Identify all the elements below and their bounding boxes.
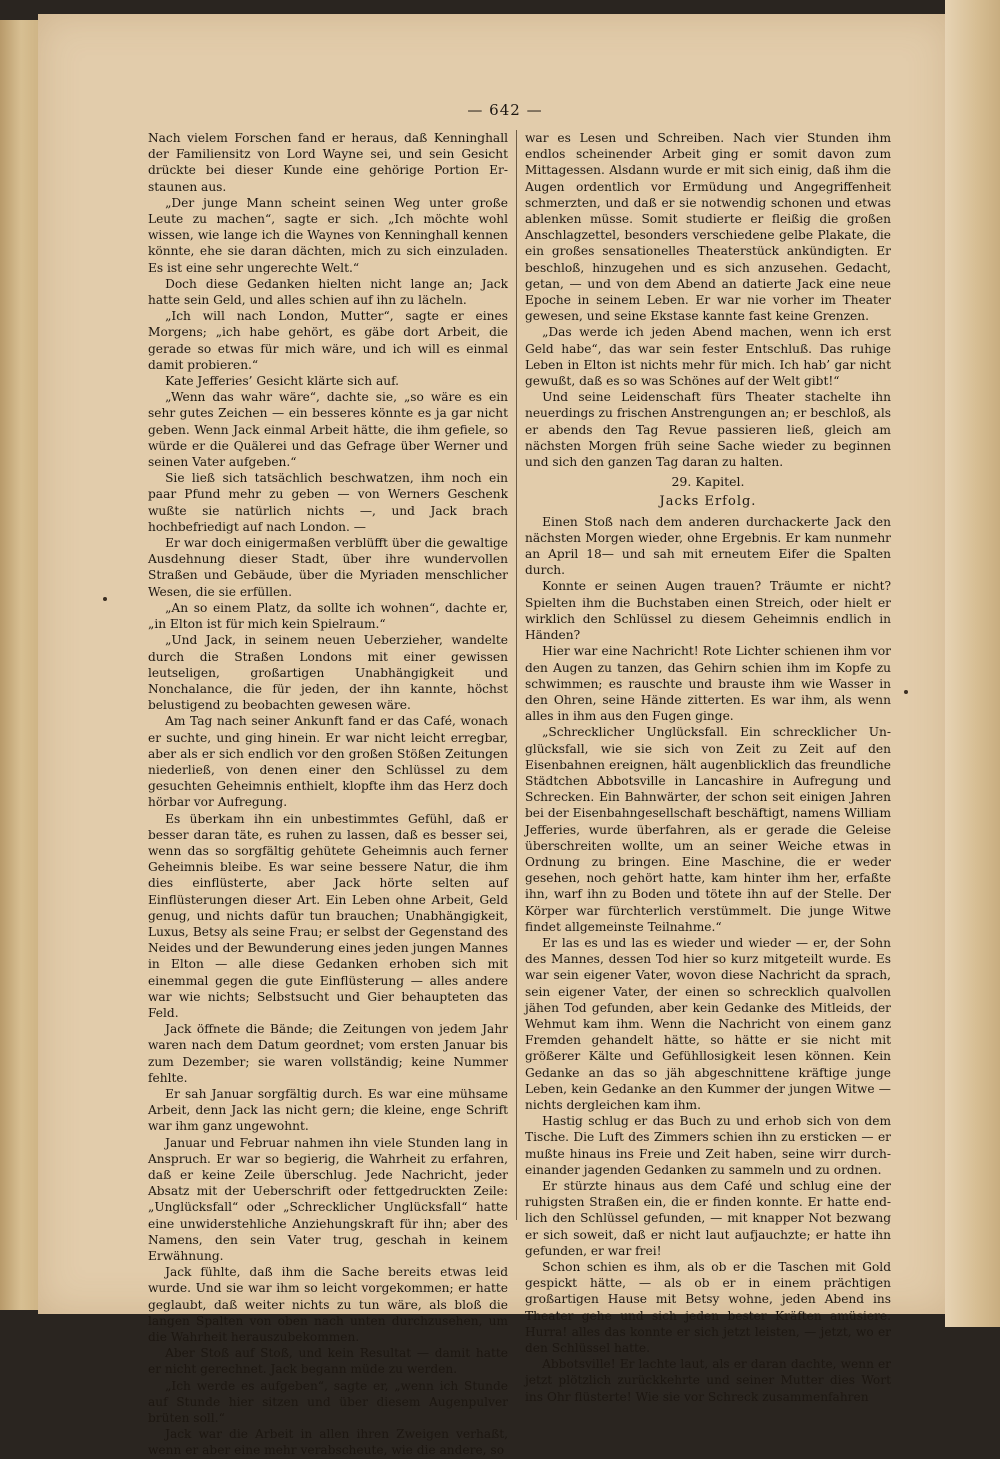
paragraph: Jack fühlte, daß ihm die Sache bereits etwas leid wurde. Und sie war ihm so leicht vorgekommen; er hatte geglaubt, daß weiter nichts zu tun wäre, als bloß die langen Spalten von oben nach unten durchzusehen, um die Wahrheit herauszubekommen. bbox=[148, 1265, 508, 1345]
print-speck bbox=[904, 690, 908, 694]
paragraph: Er war doch einigermaßen verblüfft über die gewaltige Ausdehnung dieser Stadt, über ihre wundervollen Straßen und Gebäude, über die Myriaden menschlicher Wesen, die sie erfüllen. bbox=[148, 536, 508, 599]
paragraph: Kate Jefferies’ Gesicht klärte sich auf. bbox=[165, 374, 400, 389]
paragraph: Hier war eine Nachricht! Rote Lichter schienen ihm vor den Augen zu tanzen, das Gehirn schien ihm im Kopfe zu schwimmen; es rauschte und brauste ihm wie Wasser in den Ohren, seine Hände zitterten. Es war ihm, als wenn alles in ihm aus den Fugen ginge. bbox=[525, 644, 891, 724]
paragraph: Aber Stoß auf Stoß, und kein Resultat — damit hatte er nicht gerechnet. Jack begann müde zu werden. bbox=[148, 1346, 508, 1377]
paragraph: war es Lesen und Schreiben. Nach vier Stunden ihm endlos scheinender Arbeit ging er somit davon zum Mittagessen. Alsdann wurde er mit sich einig, daß ihm die Augen ordentlich vor Ermüdung und Angegriffenheit schmerzten, und daß er sie notwendig schonen und etwas ablenken müsse. Somit studierte er fleißig die großen Anschlagzettel, besonders verschiedene gelbe Plakate, die ein großes sensationelles Theaterstück ankündigten. Er beschloß, hinzugehen und es sich anzusehen. Gedacht, getan, — und von dem Abend an datierte Jack eine neue Epoche in seinem Leben. Er war nie vorher im Theater gewesen, und seine Ekstase kannte fast keine Grenzen. bbox=[525, 131, 891, 324]
paragraph: „Ich werde es aufgeben“, sagte er, „wenn ich Stunde auf Stunde hier sitzen und über diesem Augenpulver brüten soll.“ bbox=[148, 1378, 508, 1426]
paragraph: „Der junge Mann scheint seinen Weg unter große Leute zu machen“, sagte er sich. „Ich möchte wohl wissen, wie lange ich die Waynes von Kenninghall kennen könnte, ehe sie daran dächten, mich zu sich einzuladen. Es ist eine sehr ungerechte Welt.“ bbox=[148, 195, 508, 275]
paragraph: Und seine Leidenschaft fürs Theater stachelte ihn neuerdings zu frischen Anstrengungen an; er beschloß, als er abends den Tag Revue passieren ließ, gleich am nächsten Morgen früh seine Sache wieder zu beginnen und sich den ganzen Tag daran zu halten. bbox=[525, 390, 891, 470]
paragraph: Es überkam ihn ein unbestimmtes Gefühl, daß er besser daran täte, es ruhen zu lassen, daß es besser sei, wenn das so sorgfältig gehütete Geheimnis auch ferner Geheimnis bleibe. Es war seine bessere Natur, die ihm dies einflüsterte, aber Jack hörte selten auf Einflüsterungen dieser Art. Ein Leben ohne Arbeit, Geld genug, und nichts dafür tun brauchen; Unabhängigkeit, Luxus, Betsy als seine Frau; er selbst der Gegenstand des Neides und der Bewunderung eines jeden jungen Mannes in Elton — alle diese Gedanken erhoben sich mit einemmal gegen die gute Einflüsterung — alles andere war wie nichts; Selbstsucht und Gier behaupteten das Feld. bbox=[148, 811, 508, 1020]
paragraph: Er stürzte hinaus aus dem Café und schlug eine der ruhigsten Straßen ein, die er finden konnte. Er hatte endlich den Schlüssel gefunden, — mit knapper Not bezwang er sich soweit, daß er nicht laut aufjauchzte; er hatte ihn gefunden, er war frei! bbox=[525, 1179, 891, 1258]
left-column bbox=[148, 130, 508, 1459]
paragraph: Schon schien es ihm, als ob er die Taschen mit Gold gespickt hätte, — als ob er in einem prächtigen großartigen Hause mit Betsy wohne, jeden Abend ins Theater gehe und sich jeden bester Kräften amüsiere. Hurra! alles das konnte er sich jetzt leisten, — jetzt, wo er den Schlüssel hatte. bbox=[525, 1260, 891, 1356]
paragraph: „An so einem Platz, da sollte ich wohnen“, dachte er, „in Elton ist für mich kein Spielraum.“ bbox=[148, 600, 508, 632]
paragraph: Am Tag nach seiner Ankunft fand er das Café, wonach er suchte, und ging hinein. Er war nicht leicht erregbar, aber als er sich endlich vor den großen Stößen Zeitungen niederließ, von denen einer den Schlüssel zu dem gesuchten Geheimnis enthielt, klopfte ihm das Herz doch hörbar vor Aufregung. bbox=[148, 714, 508, 810]
paragraph: Er las es und las es wieder und wieder — er, der Sohn des Mannes, dessen Tod hier so kurz mitgeteilt wurde. Es war sein eigener Vater, wovon diese Nachricht da sprach, sein eigener Vater, der einen so schrecklich qualvollen jähen Tod gefunden, aber kein Gedanke des Mitleids, der Wehmut kam ihm. Wenn die Nachricht von einem ganz Fremden gehandelt hätte, so hätte er sie nicht mit größerer Kälte und Gefühllosigkeit lesen können. Kein Gedanke an das so jäh abgeschnittene kräftige junge Leben, kein Gedanke an den Kummer der jungen Witwe — nichts dergleichen kam ihm. bbox=[525, 935, 891, 1112]
page-number: — 642 — bbox=[467, 101, 543, 119]
paragraph: Nach vielem Forschen fand er heraus, daß Kenninghall der Familiensitz von Lord Wayne sei, und sein Gesicht drückte bei dieser Kunde eine gehörige Portion Erstaunen aus. bbox=[148, 131, 508, 194]
paragraph: Abbotsville! Er lachte laut, als er daran dachte, wenn er jetzt plötzlich zurückkehrte und seiner Mutter dies Wort ins Ohr flüsterte! Wie sie vor Schreck zusammenfahren bbox=[525, 1357, 891, 1404]
paragraph: Doch diese Gedanken hielten nicht lange an; Jack hatte sein Geld, und alles schien auf ihn zu lächeln. bbox=[148, 276, 508, 308]
paragraph: „Und Jack, in seinem neuen Ueberzieher, wandelte durch die Straßen Londons mit einer gewissen leutseligen, großartigen Unabhängigkeit und Nonchalance, die für jeden, der ihn kannte, höchst belustigend zu beobachten gewesen wäre. bbox=[148, 633, 508, 713]
paragraph: Jack war die Arbeit in allen ihren Zweigen verhaßt, wenn er aber eine mehr verabscheute, wie die andere, so bbox=[148, 1427, 508, 1458]
paragraph: Konnte er seinen Augen trauen? Träumte er nicht? Spielten ihm die Buchstaben einen Streich, oder hielt er wirklich den Schlüssel zu diesem Geheimnis endlich in Händen? bbox=[525, 579, 891, 643]
paragraph: „Schrecklicher Unglücksfall. Ein schrecklicher Unglücksfall, wie sie sich von Zeit zu Zeit auf den Eisenbahnen ereignen, hält augenblicklich das freundliche Städtchen Abbotsville in Lancashire in Aufregung und Schrecken. Ein Bahnwärter, der schon seit einigen Jahren bei der Eisenbahngesellschaft beschäftigt, namens William Jefferies, wurde überfahren, als er gerade die Geleise überschreiten wollte, um an seiner Weiche etwas in Ordnung zu bringen. Eine Maschine, die er weder gesehen, noch gehört hatte, kam hinter ihm her, erfaßte ihn, warf ihn zu Boden und tötete ihn auf der Stelle. Der Körper war fürchterlich verstümmelt. Die junge Witwe findet allgemeinste Teilnahme.“ bbox=[525, 725, 891, 934]
chapter-number: 29. Kapitel. bbox=[671, 474, 745, 490]
print-speck bbox=[103, 597, 107, 601]
column-divider bbox=[516, 130, 517, 1220]
paragraph: „Das werde ich jeden Abend machen, wenn ich erst Geld habe“, das war sein fester Entschluß. Das ruhige Leben in Elton ist nichts mehr für mich. Ich hab’ gar nicht gewußt, daß es so was Schönes auf der Welt gibt!“ bbox=[525, 325, 891, 389]
right-column bbox=[525, 130, 891, 1405]
facing-page-edge bbox=[945, 0, 1000, 1327]
paragraph: Hastig schlug er das Buch zu und erhob sich von dem Tische. Die Luft des Zimmers schien ihn zu ersticken — er mußte hinaus ins Freie und Zeit haben, seine wirr durcheinander jagenden Gedanken zu sammeln und zu ordnen. bbox=[525, 1114, 891, 1177]
paragraph: Sie ließ sich tatsächlich beschwatzen, ihm noch ein paar Pfund mehr zu geben — von Werners Geschenk wußte sie natürlich nichts —, und Jack brach hochbefriedigt auf nach London. — bbox=[148, 471, 508, 534]
paragraph: „Wenn das wahr wäre“, dachte sie, „so wäre es ein sehr gutes Zeichen — ein besseres könnte es ja gar nicht geben. Wenn Jack einmal Arbeit hätte, die ihm gefiele, so würde er die Quälerei und das Gefrage über Werner und seinen Vater aufgeben.“ bbox=[148, 390, 508, 470]
paragraph: Einen Stoß nach dem anderen durchackerte Jack den nächsten Morgen wieder, ohne Ergebnis. Er kam nunmehr an April 18— und sah mit erneutem Eifer die Spalten durch. bbox=[525, 514, 891, 578]
paragraph: „Ich will nach London, Mutter“, sagte er eines Morgens; „ich habe gehört, es gäbe dort Arbeit, die gerade so etwas für mich wäre, und ich will es einmal damit probieren.“ bbox=[148, 309, 508, 372]
paragraph: Er sah Januar sorgfältig durch. Es war eine mühsame Arbeit, denn Jack las nicht gern; die kleine, enge Schrift war ihm ganz ungewohnt. bbox=[148, 1086, 508, 1134]
chapter-title: Jacks Erfolg. bbox=[659, 494, 757, 510]
paragraph: Jack öffnete die Bände; die Zeitungen von jedem Jahr waren nach dem Datum geordnet; vom ersten Januar bis zum Dezember; sie waren vollständig; keine Nummer fehlte. bbox=[148, 1022, 508, 1085]
paragraph: Januar und Februar nahmen ihn viele Stunden lang in Anspruch. Er war so begierig, die Wahrheit zu erfahren, daß er keine Zeile überschlug. Jede Nachricht, jeder Absatz mit der Ueberschrift oder fettgedruckten Zeile: „Unglücksfall“ oder „Schrecklicher Unglücksfall“ hatte eine unwiderstehliche Anziehungskraft für ihn; aber des Namens, den sein Vater trug, geschah in keinem Erwähnung. bbox=[148, 1135, 508, 1264]
